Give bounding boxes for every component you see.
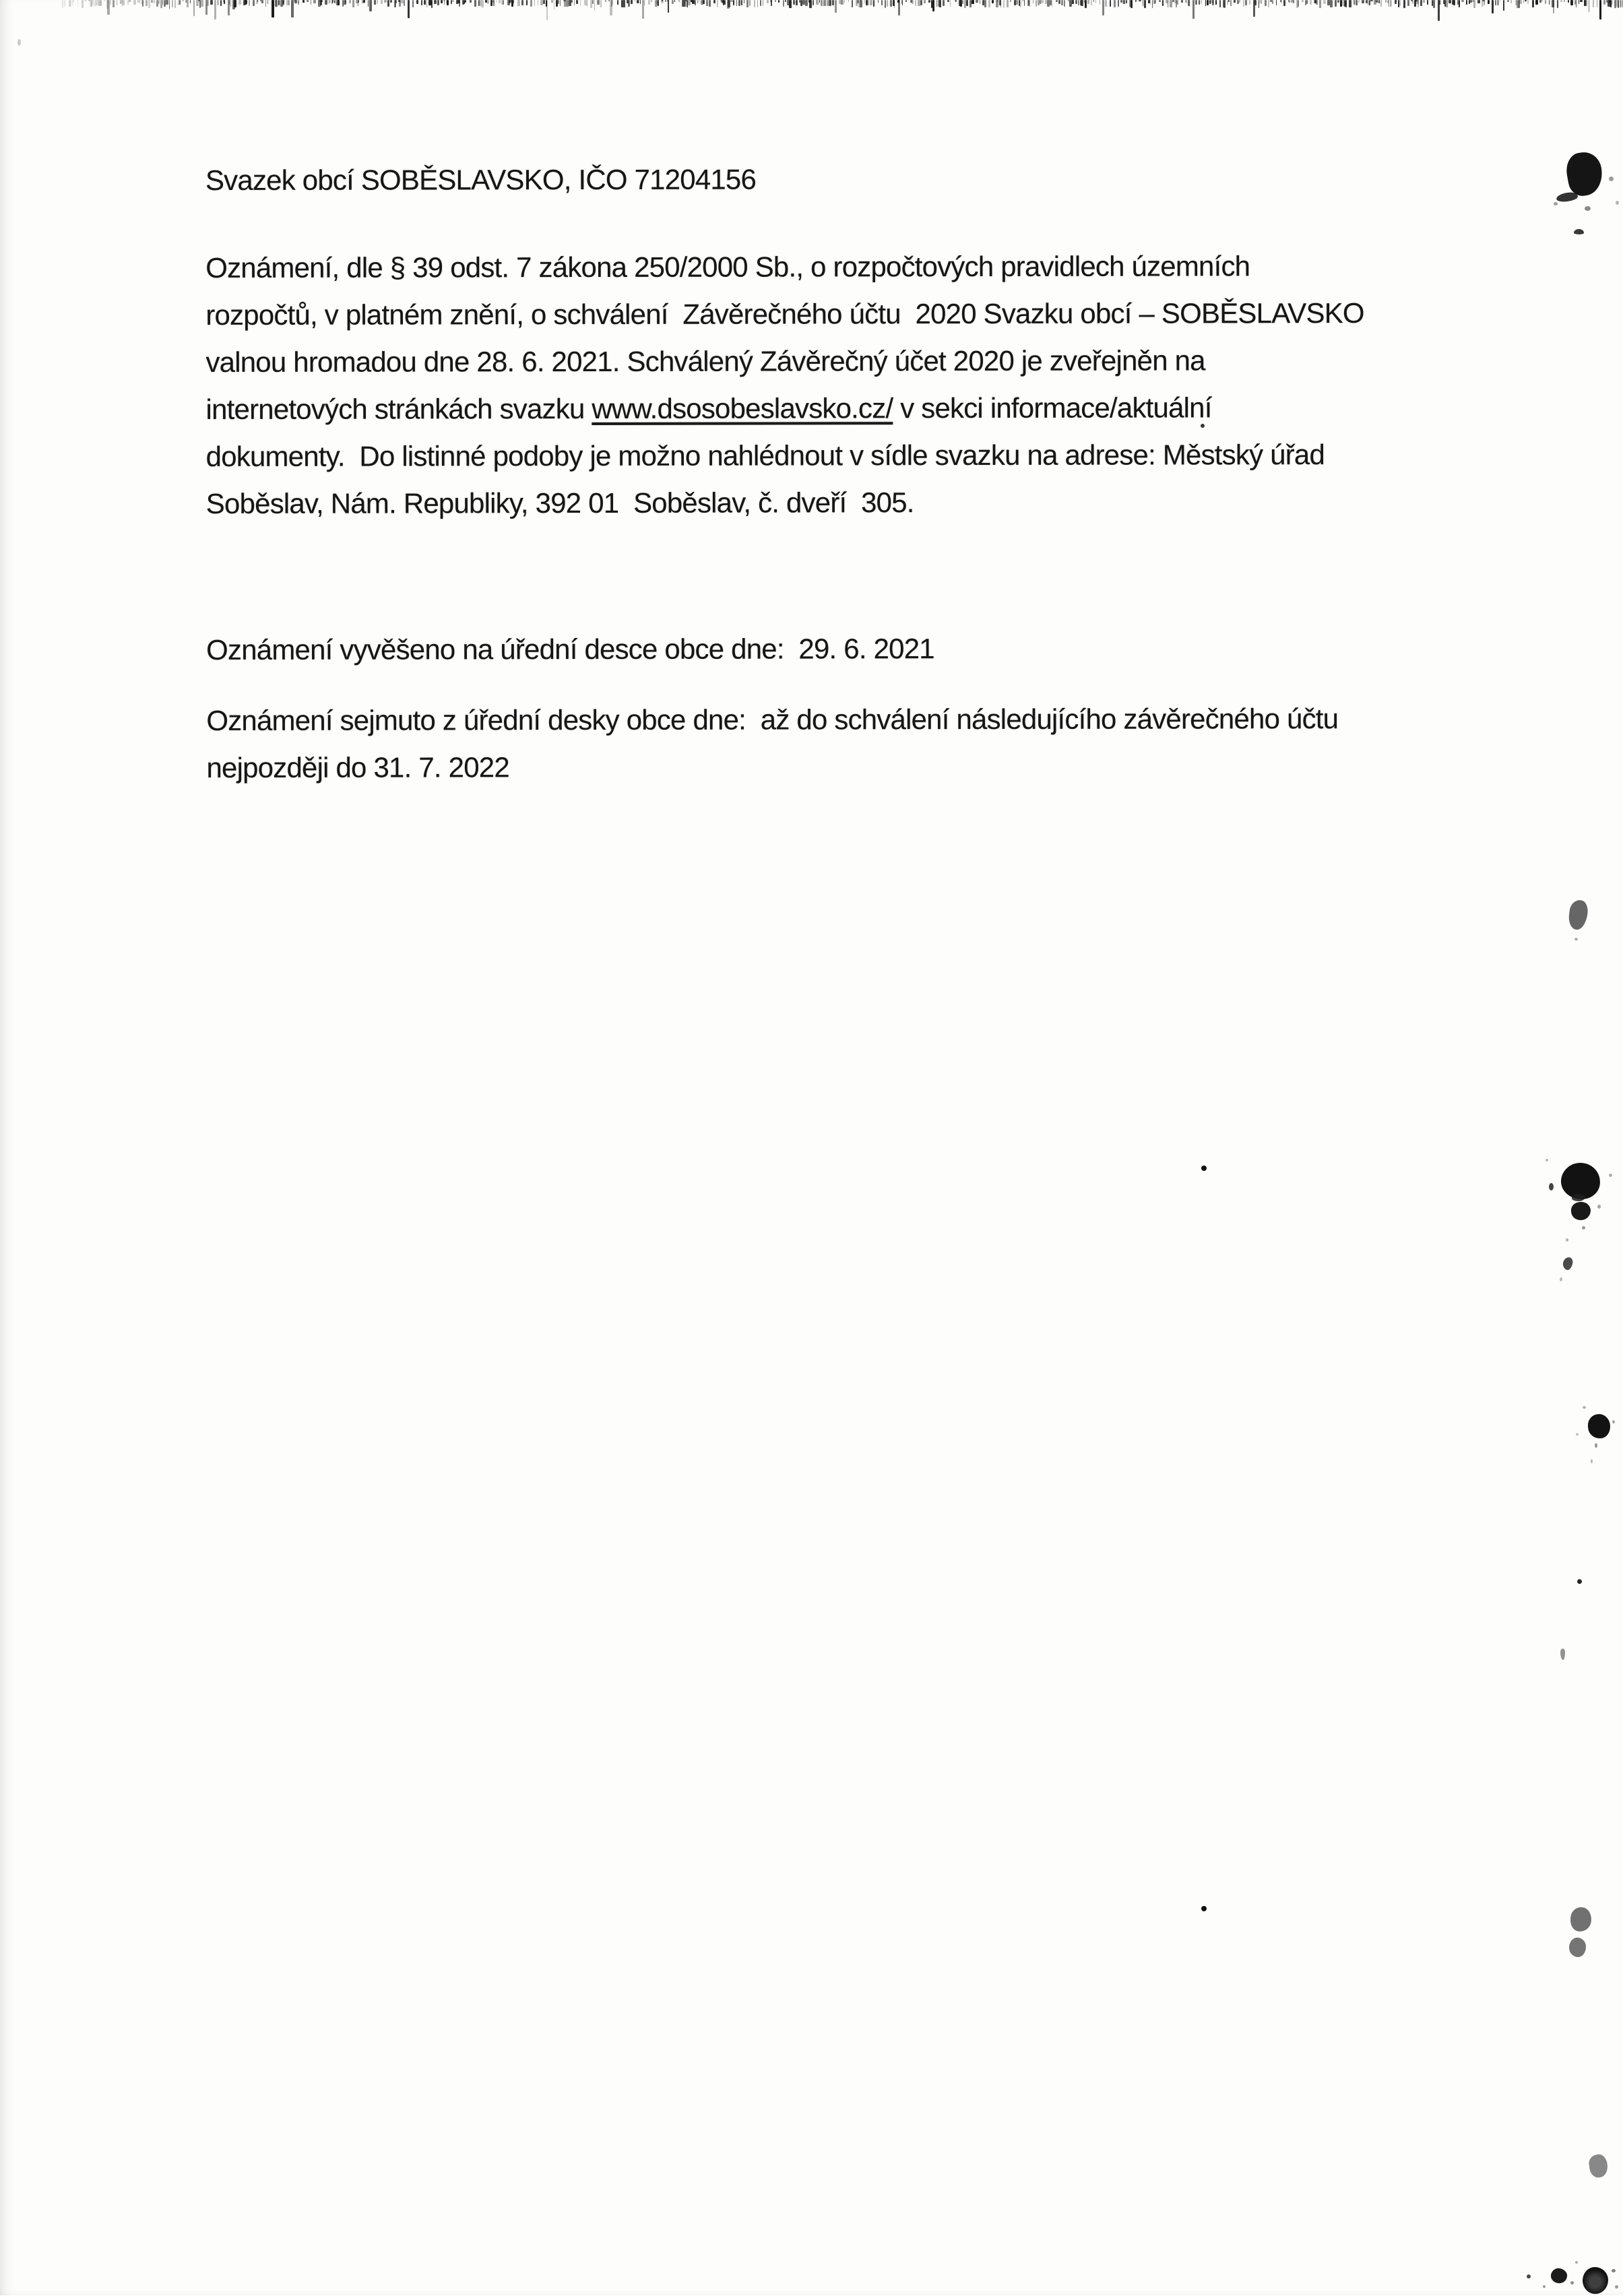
announcement-paragraph <box>205 242 1597 528</box>
text-after-link: v sekci informace/aktuální <box>893 391 1212 424</box>
document-header-block <box>205 154 1596 204</box>
posted-date-block <box>206 624 1597 674</box>
text-line: Soběslav, Nám. Republiky, 392 01 Soběslav, č. dveří 305. <box>205 486 914 519</box>
removed-date-block <box>206 695 1597 792</box>
text-before-link: internetových stránkách svazku <box>205 392 592 425</box>
document-title: Svazek obcí SOBĚSLAVSKO, IČO 71204156 <box>205 163 757 196</box>
text-line: Oznámení, dle § 39 odst. 7 zákona 250/2000 Sb., o rozpočtových pravidlech územních <box>205 250 1250 284</box>
text-line: valnou hromadou dne 28. 6. 2021. Schválený Závěrečný účet 2020 je zveřejněn na <box>205 344 1205 378</box>
removed-date-line-2: nejpozději do 31. 7. 2022 <box>206 751 509 784</box>
website-link[interactable]: www.dsosobeslavsko.cz/ <box>592 392 893 424</box>
posted-date-line: Oznámení vyvěšeno na úřední desce obce dne: 29. 6. 2021 <box>206 633 934 666</box>
text-line: dokumenty. Do listinné podoby je možno nahlédnout v sídle svazku na adrese: Městský úřad <box>205 439 1325 472</box>
text-line-with-link <box>205 383 1596 433</box>
text-line: rozpočtů, v platném znění, o schválení Závěrečného účtu 2020 Svazku obcí – SOBĚSLAVSKO <box>205 296 1364 331</box>
removed-date-line-1: Oznámení sejmuto z úřední desky obce dne: až do schválení následujícího závěrečného účtu <box>206 703 1339 736</box>
